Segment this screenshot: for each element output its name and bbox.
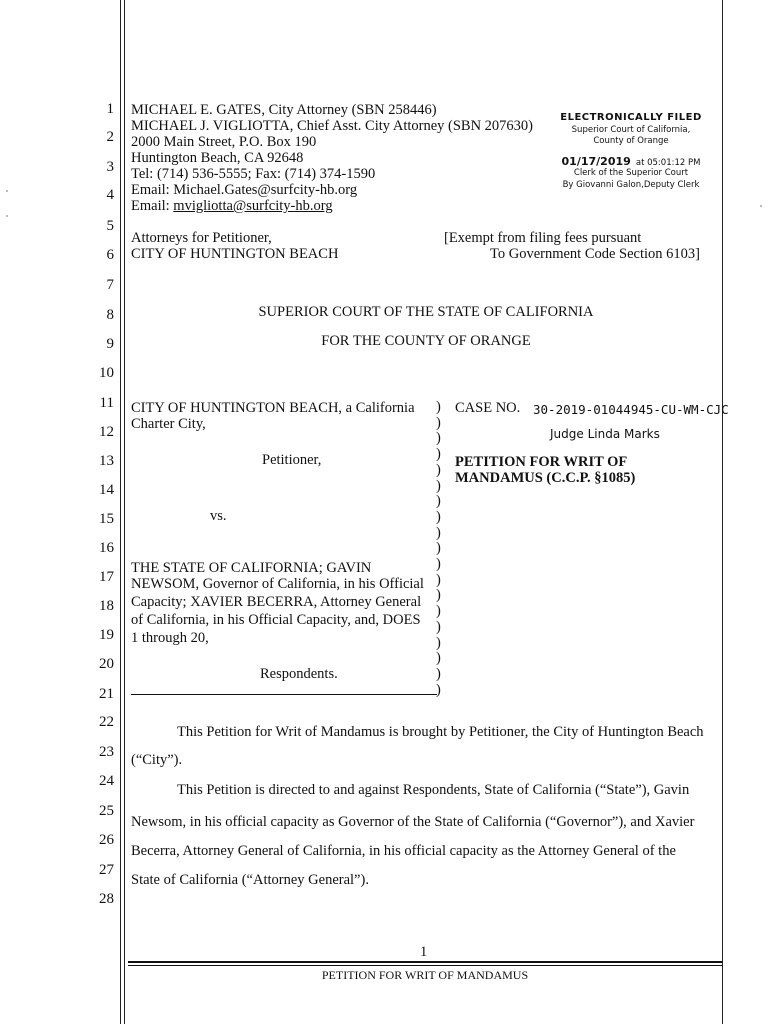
paragraph-1-line: (“City”).: [131, 752, 183, 768]
line-number: 27: [99, 862, 114, 878]
attorney-email-line: [131, 198, 333, 214]
respondent-line: NEWSOM, Governor of California, in his Official: [131, 576, 424, 592]
respondent-line: THE STATE OF CALIFORNIA; GAVIN: [131, 560, 372, 576]
left-margin-rule-outer: [120, 0, 121, 1024]
footer-rule-1: [128, 961, 722, 963]
footer-title: PETITION FOR WRIT OF MANDAMUS: [321, 968, 529, 982]
scan-speck: [6, 215, 8, 217]
paragraph-2-line: Newsom, in his official capacity as Governor of the State of California (“Governor”), and Xavier: [131, 814, 695, 830]
line-number: 21: [99, 686, 114, 702]
caption-paren: ): [436, 508, 441, 525]
stamp-court: Superior Court of California,: [571, 125, 691, 135]
attorney-line: MICHAEL J. VIGLIOTTA, Chief Asst. City Attorney (SBN 207630): [131, 118, 534, 134]
page-number: 1: [420, 944, 428, 960]
line-number: 17: [99, 569, 114, 585]
line-number: 9: [106, 336, 114, 352]
document-title-line-2: MANDAMUS (C.C.P. §1085): [455, 470, 636, 486]
line-number: 19: [99, 627, 114, 643]
petitioner-name-cont: Charter City,: [131, 416, 206, 432]
petitioner-role: Petitioner,: [262, 452, 322, 468]
line-number: 6: [106, 247, 114, 263]
exempt-line-2: To Government Code Section 6103]: [490, 246, 701, 262]
caption-paren: ): [436, 540, 441, 557]
caption-paren: ): [436, 618, 441, 635]
document-title-line-1: PETITION FOR WRIT OF: [455, 454, 628, 470]
versus: vs.: [210, 508, 227, 524]
caption-paren: ): [436, 634, 441, 651]
line-number: 3: [106, 159, 114, 175]
caption-paren: ): [436, 650, 441, 667]
right-margin-rule: [722, 0, 723, 1024]
line-number: 20: [99, 656, 114, 672]
paragraph-2-line: State of California (“Attorney General”).: [131, 872, 369, 888]
caption-paren: ): [436, 493, 441, 510]
line-number: 24: [99, 773, 114, 789]
line-number: 4: [106, 187, 114, 203]
stamp-clerk: Clerk of the Superior Court: [573, 168, 689, 178]
line-number: 23: [99, 744, 114, 760]
left-margin-rule-inner: [124, 0, 125, 1024]
attorneys-for: Attorneys for Petitioner,: [131, 230, 272, 246]
attorney-line: MICHAEL E. GATES, City Attorney (SBN 258446): [131, 102, 437, 118]
scan-speck: [760, 205, 762, 207]
client-name: CITY OF HUNTINGTON BEACH: [131, 246, 339, 262]
line-number: 8: [106, 307, 114, 323]
line-number: 25: [99, 803, 114, 819]
caption-paren: ): [436, 461, 441, 478]
caption-paren: ): [436, 477, 441, 494]
attorney-line: 2000 Main Street, P.O. Box 190: [131, 134, 317, 150]
caption-paren: ): [436, 556, 441, 572]
stamp-date: 01/17/2019: [561, 155, 631, 168]
line-number: 26: [99, 832, 114, 848]
respondent-role: Respondents.: [260, 666, 338, 682]
stamp-time: at 05:01:12 PM: [635, 158, 701, 168]
stamp-title: ELECTRONICALLY FILED: [560, 112, 702, 123]
exempt-line-1: [Exempt from filing fees pursuant: [444, 230, 642, 246]
attorney-line: Tel: (714) 536-5555; Fax: (714) 374-1590: [131, 166, 376, 182]
caption-paren: ): [436, 603, 441, 620]
stamp-datetime: [556, 150, 706, 169]
caption-paren: ): [436, 414, 441, 431]
caption-paren: ): [436, 571, 441, 588]
paragraph-2-line: Becerra, Attorney General of California, in his official capacity as the Attorney General of the: [131, 843, 676, 859]
line-number: 28: [99, 891, 114, 907]
line-number: 7: [106, 277, 114, 293]
line-number: 1: [106, 101, 114, 117]
court-title: SUPERIOR COURT OF THE STATE OF CALIFORNIA: [258, 304, 594, 320]
respondent-line: Capacity; XAVIER BECERRA, Attorney General: [131, 594, 422, 610]
line-number: 16: [99, 540, 114, 556]
line-number: 10: [99, 365, 114, 381]
line-number: 18: [99, 598, 114, 614]
line-number: 22: [99, 714, 114, 730]
footer-rule-2: [128, 965, 722, 966]
caption-paren: ): [436, 681, 441, 698]
paragraph-2-line: This Petition is directed to and against Respondents, State of California (“State”), Gavin: [177, 782, 690, 798]
caption-paren: ): [436, 524, 441, 541]
caption-paren: ): [436, 446, 441, 463]
stamp-county: County of Orange: [593, 136, 669, 146]
court-county: FOR THE COUNTY OF ORANGE: [321, 333, 531, 349]
case-number: 30-2019-01044945-CU-WM-CJC: [533, 402, 729, 417]
caption-bottom-rule: [131, 694, 437, 695]
email-link[interactable]: mvigliotta@surfcity-hb.org: [173, 198, 333, 214]
line-number: 5: [106, 218, 114, 234]
line-number: 13: [99, 453, 114, 469]
line-number: 12: [99, 424, 114, 440]
attorney-line: Huntington Beach, CA 92648: [131, 150, 304, 166]
respondent-line: of California, in his Official Capacity, and, DOES: [131, 612, 421, 628]
caption-paren: ): [436, 430, 441, 447]
scan-speck: [6, 190, 8, 192]
judge-name: Judge Linda Marks: [550, 427, 660, 441]
line-number: 14: [99, 482, 114, 498]
paragraph-1-line: This Petition for Writ of Mandamus is brought by Petitioner, the City of Huntington Beach: [177, 724, 704, 740]
respondent-line: 1 through 20,: [131, 630, 209, 646]
line-number: 2: [106, 129, 114, 145]
case-label: CASE NO.: [455, 400, 521, 416]
line-number: 15: [99, 511, 114, 527]
email-label: Email:: [131, 198, 174, 214]
caption-paren: ): [436, 665, 441, 682]
petitioner-name: CITY OF HUNTINGTON BEACH, a California: [131, 400, 415, 416]
stamp-deputy: By Giovanni Galon,Deputy Clerk: [562, 180, 700, 190]
caption-paren: ): [436, 399, 441, 415]
line-number: 11: [99, 395, 114, 411]
attorney-line: Email: Michael.Gates@surfcity-hb.org: [131, 182, 358, 198]
caption-paren: ): [436, 587, 441, 604]
